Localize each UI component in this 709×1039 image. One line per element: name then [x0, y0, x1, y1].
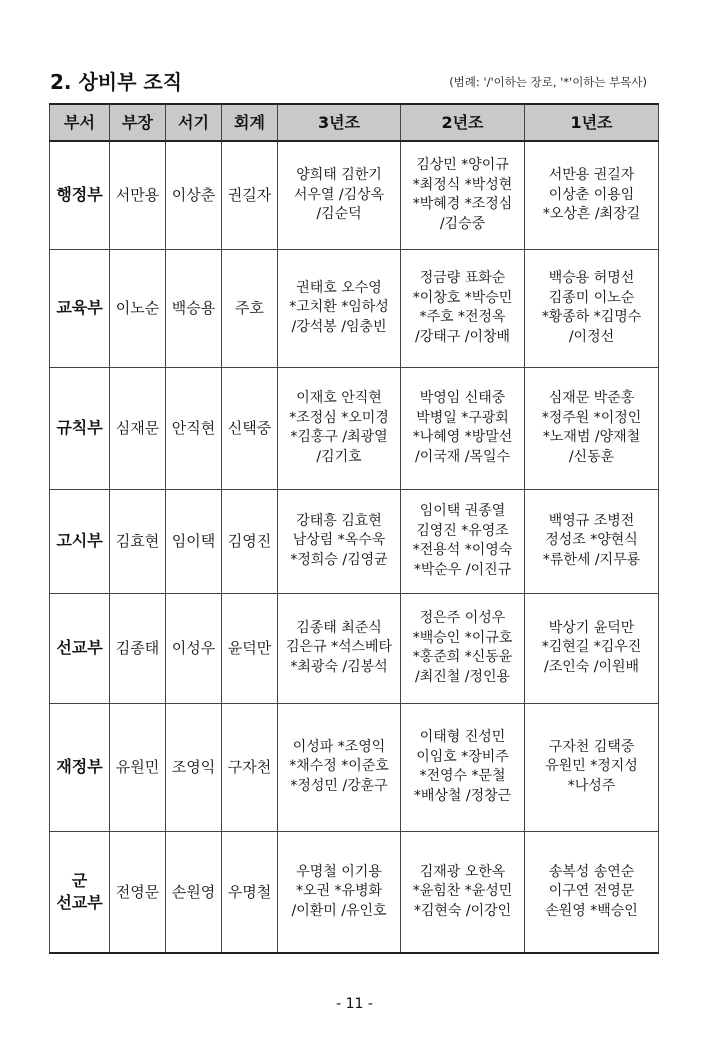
members-y1 [525, 703, 659, 831]
members-y3 [278, 489, 401, 593]
member-line: 김상민 *양이규 [416, 157, 509, 174]
dept-head: 유원민 [110, 703, 166, 831]
member-line: /이정선 [568, 328, 615, 345]
dept-name [50, 831, 110, 953]
table-row [50, 141, 659, 249]
dept-treasurer: 윤덕만 [222, 593, 278, 703]
dept-secretary: 안직현 [166, 367, 222, 489]
table-row [50, 593, 659, 703]
member-line: *정희승 /김영균 [290, 551, 388, 568]
page-number: - 11 - [336, 996, 373, 1012]
dept-name [50, 703, 110, 831]
member-line: 이태형 진성민 [419, 729, 506, 745]
dept-name-line: 규칙부 [56, 418, 103, 437]
dept-name-line: 선교부 [56, 892, 103, 912]
member-line: /최진철 /정인용 [414, 668, 511, 685]
member-line: 강태흥 김효현 [296, 512, 382, 529]
member-line: *김현길 *김우진 [541, 639, 642, 656]
member-line: 심재문 박준홍 [548, 390, 635, 406]
members-y3 [278, 249, 401, 367]
member-line: 김은규 *석스베타 [285, 639, 393, 656]
member-line: 박영임 신태중 [419, 390, 506, 406]
member-line: *이창호 *박승민 [412, 289, 513, 306]
dept-head: 이노순 [110, 249, 166, 367]
member-line: *박순우 /이진규 [413, 561, 512, 578]
members-y3 [278, 141, 401, 249]
members-y2 [401, 249, 525, 367]
dept-treasurer: 주호 [222, 249, 278, 367]
section-title: 2. 상비부 조직 [50, 70, 183, 94]
header-year3: 3년조 [278, 104, 401, 141]
member-line: *주호 *전정옥 [419, 309, 506, 325]
member-line: *나성주 [567, 777, 616, 794]
header-row [50, 104, 659, 141]
dept-head: 심재문 [110, 367, 166, 489]
dept-treasurer: 구자천 [222, 703, 278, 831]
dept-head: 김효현 [110, 489, 166, 593]
header-secretary: 서기 [166, 104, 222, 141]
member-line: 박병일 *구광회 [416, 409, 509, 426]
members-y3 [278, 593, 401, 703]
dept-treasurer: 권길자 [222, 141, 278, 249]
dept-head: 서만용 [110, 141, 166, 249]
member-line: 구자천 김택중 [548, 738, 635, 755]
member-line: 정성조 *양현식 [545, 532, 638, 549]
member-line: *홍준희 *신동윤 [412, 649, 513, 665]
member-line: *정성민 /강훈구 [290, 777, 388, 794]
member-line: 권태호 오수영 [296, 279, 382, 296]
dept-secretary: 조영익 [166, 703, 222, 831]
member-line: *조정심 *오미경 [289, 409, 389, 426]
dept-name-line: 행정부 [56, 185, 103, 205]
member-line: /김순덕 [316, 206, 362, 222]
member-line: 서우열 /김상옥 [293, 186, 385, 203]
dept-treasurer: 우명철 [222, 831, 278, 953]
member-line: /김기호 [316, 448, 362, 465]
members-y1 [525, 593, 659, 703]
member-line: 김종미 이노순 [548, 289, 635, 306]
member-line: 박상기 윤덕만 [548, 619, 635, 636]
member-line: *나혜영 *방말선 [412, 429, 513, 445]
member-line: *백승인 *이규호 [412, 629, 513, 646]
member-line: *노재범 /양재철 [542, 429, 641, 445]
member-line: 송복성 송연순 [548, 863, 635, 880]
dept-name-line: 재정부 [56, 757, 103, 776]
member-line: 우명철 이기용 [296, 863, 382, 880]
member-line: 백승용 허명선 [548, 270, 635, 286]
member-line: *채수정 *이준호 [289, 758, 389, 775]
member-line: 김종태 최준식 [296, 619, 382, 636]
dept-name [50, 593, 110, 703]
member-line: 이상춘 이용임 [548, 186, 635, 203]
dept-name-line: 교육부 [56, 298, 103, 317]
table-row [50, 249, 659, 367]
member-line: 김영진 *유영조 [416, 522, 509, 539]
members-y2 [401, 703, 525, 831]
member-line: /강석봉 /임충빈 [291, 318, 387, 335]
member-line: 양희태 김한기 [296, 167, 382, 183]
member-line: *류한세 /지무룡 [542, 551, 641, 568]
members-y3 [278, 831, 401, 953]
member-line: 정금량 표화순 [419, 270, 506, 286]
member-line: *김현숙 /이강인 [413, 902, 512, 919]
member-line: /김승중 [439, 215, 486, 232]
dept-treasurer: 신택중 [222, 367, 278, 489]
dept-head: 김종태 [110, 593, 166, 703]
dept-name-line: 선교부 [56, 638, 103, 657]
member-line: *최정식 *박성현 [412, 176, 513, 193]
members-y1 [525, 831, 659, 953]
legend-note: (범례: '/'이하는 장로, '*'이하는 부목사) [449, 75, 647, 89]
member-line: /이국재 /목일수 [414, 448, 511, 465]
dept-secretary: 백승용 [166, 249, 222, 367]
dept-name [50, 367, 110, 489]
header-head: 부장 [110, 104, 166, 141]
dept-secretary: 손원영 [166, 831, 222, 953]
dept-name [50, 249, 110, 367]
header-year1: 1년조 [525, 104, 659, 141]
dept-name-line: 군 [71, 870, 88, 890]
members-y2 [401, 489, 525, 593]
member-line: 김재광 오한옥 [419, 863, 506, 880]
header-year2: 2년조 [401, 104, 525, 141]
member-line: /이환미 /유인호 [291, 902, 387, 919]
members-y1 [525, 367, 659, 489]
members-y1 [525, 141, 659, 249]
dept-secretary: 임이택 [166, 489, 222, 593]
header-treasurer: 회계 [222, 104, 278, 141]
members-y3 [278, 367, 401, 489]
member-line: 임이택 권종열 [419, 503, 506, 519]
member-line: *전영수 *문철 [419, 768, 506, 784]
members-y1 [525, 249, 659, 367]
member-line: *김홍구 /최광열 [290, 429, 388, 445]
members-y2 [401, 593, 525, 703]
member-line: /조인숙 /이원배 [543, 658, 640, 675]
dept-secretary: 이성우 [166, 593, 222, 703]
table-row [50, 367, 659, 489]
member-line: 손원영 *백승인 [545, 902, 638, 919]
dept-name [50, 141, 110, 249]
members-y2 [401, 831, 525, 953]
member-line: *배상철 /정창근 [413, 787, 512, 804]
member-line: *최광숙 /김봉석 [290, 658, 388, 675]
header-dept: 부서 [50, 104, 110, 141]
member-line: 백영규 조병전 [548, 512, 635, 529]
table-row [50, 831, 659, 953]
member-line: 정은주 이성우 [419, 610, 506, 626]
dept-secretary: 이상춘 [166, 141, 222, 249]
member-line: *윤힘찬 *윤성민 [412, 883, 513, 899]
member-line: *박혜경 *조정심 [412, 196, 513, 213]
members-y2 [401, 367, 525, 489]
member-line: /강태구 /이창배 [414, 328, 511, 345]
dept-name [50, 489, 110, 593]
member-line: /신동훈 [568, 448, 615, 465]
committee-table [49, 103, 659, 954]
table-row [50, 703, 659, 831]
member-line: *고치환 *임하성 [289, 299, 389, 316]
members-y1 [525, 489, 659, 593]
dept-name-line: 고시부 [56, 531, 103, 550]
member-line: *오권 *유병화 [295, 883, 383, 899]
dept-treasurer: 김영진 [222, 489, 278, 593]
member-line: *정주원 *이정인 [541, 409, 642, 426]
member-line: 이성파 *조영익 [292, 738, 386, 755]
member-line: *전용석 *이영숙 [412, 542, 513, 558]
member-line: 남상림 *옥수욱 [292, 532, 386, 549]
table-row [50, 489, 659, 593]
member-line: 이임호 *장비주 [416, 748, 509, 765]
members-y3 [278, 703, 401, 831]
member-line: *오상흔 /최장길 [542, 206, 641, 222]
member-line: 서만용 권길자 [548, 167, 635, 183]
member-line: *황종하 *김명수 [541, 309, 642, 325]
member-line: 이재호 안직현 [296, 390, 382, 406]
member-line: 이구연 전영문 [548, 883, 635, 899]
member-line: 유원민 *정지성 [545, 758, 638, 775]
dept-head: 전영문 [110, 831, 166, 953]
members-y2 [401, 141, 525, 249]
